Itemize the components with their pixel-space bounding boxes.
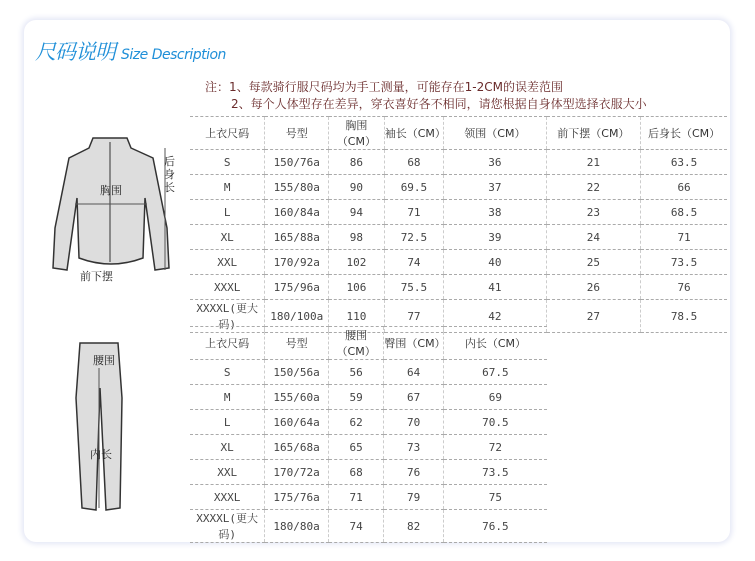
table-row (190, 460, 547, 485)
table-cell: XXXXL(更大码) (190, 510, 265, 543)
table-cell: XXL (190, 250, 265, 275)
table-row (190, 175, 727, 200)
table-cell: 72.5 (384, 225, 443, 250)
chest-label: 胸围 (100, 184, 122, 197)
pants-size-table (190, 326, 547, 543)
table-cell: S (190, 360, 265, 385)
table-cell: 39 (444, 225, 546, 250)
table-cell: 前下摆（CM） (546, 117, 641, 150)
table-header (190, 327, 547, 360)
note-1: 注：1、每款骑行服尺码均为手工测量，可能存在1-2CM的误差范围 (205, 80, 563, 94)
table-row (190, 410, 547, 435)
table-cell: 71 (641, 225, 727, 250)
table-cell: 56 (328, 360, 384, 385)
table-cell: 71 (384, 200, 443, 225)
table-cell: 袖长（CM） (384, 117, 443, 150)
table-cell: XXL (190, 460, 265, 485)
table-cell: 41 (444, 275, 546, 300)
note-2: 2、每个人体型存在差异，穿衣喜好各不相同，请您根据自身体型选择衣服大小 (231, 97, 647, 111)
jersey-size-table (190, 116, 727, 333)
table-cell: 70 (384, 410, 443, 435)
table-cell: L (190, 200, 265, 225)
table-cell: 67 (384, 385, 443, 410)
table-row (190, 485, 547, 510)
table-cell: 上衣尺码 (190, 117, 265, 150)
page-title (35, 36, 226, 66)
table-cell: 68.5 (641, 200, 727, 225)
table-cell: 领围（CM） (444, 117, 546, 150)
table-cell: 27 (546, 300, 641, 333)
table-cell: 160/64a (265, 410, 329, 435)
table-cell: S (190, 150, 265, 175)
table-cell: 42 (444, 300, 546, 333)
table-cell: 68 (328, 460, 384, 485)
table-cell: 腰围（CM） (328, 327, 384, 360)
inseam-label: 内长 (90, 448, 112, 461)
table-cell: 69.5 (384, 175, 443, 200)
table-cell: L (190, 410, 265, 435)
table-cell: 21 (546, 150, 641, 175)
table-cell: 71 (328, 485, 384, 510)
table-row (190, 435, 547, 460)
table-cell: 180/80a (265, 510, 329, 543)
table-cell: XL (190, 225, 265, 250)
table-cell: 36 (444, 150, 546, 175)
table-cell: 内长（CM） (443, 327, 547, 360)
table-cell: 76 (641, 275, 727, 300)
table-cell: 165/88a (265, 225, 329, 250)
table-cell: 69 (443, 385, 547, 410)
waist-label: 腰围 (93, 354, 115, 367)
table-cell: 23 (546, 200, 641, 225)
title-cn: 尺码说明 (35, 40, 115, 64)
table-cell: 26 (546, 275, 641, 300)
table-cell: 175/76a (265, 485, 329, 510)
table-cell: 72 (443, 435, 547, 460)
table-cell: 155/60a (265, 385, 329, 410)
table-cell: 76.5 (443, 510, 547, 543)
table-cell: XXXXL(更大码) (190, 300, 265, 333)
table-cell: 74 (328, 510, 384, 543)
table-cell: 106 (329, 275, 385, 300)
table-cell: 175/96a (265, 275, 329, 300)
table-row (190, 200, 727, 225)
table-cell: 94 (329, 200, 385, 225)
table-cell: 65 (328, 435, 384, 460)
title-en: Size Description (121, 47, 226, 63)
table-cell: 170/92a (265, 250, 329, 275)
table-cell: 上衣尺码 (190, 327, 265, 360)
table-cell: 160/84a (265, 200, 329, 225)
table-cell: XXXL (190, 485, 265, 510)
table-cell: 25 (546, 250, 641, 275)
table-cell: 号型 (265, 327, 329, 360)
table-cell: XL (190, 435, 265, 460)
back-length-label: 后身长 (164, 155, 175, 194)
table-cell: 75.5 (384, 275, 443, 300)
table-cell: 102 (329, 250, 385, 275)
table-header (190, 117, 727, 150)
table-cell: 165/68a (265, 435, 329, 460)
table-cell: M (190, 175, 265, 200)
table-cell: 73.5 (641, 250, 727, 275)
table-cell: 63.5 (641, 150, 727, 175)
table-cell: 155/80a (265, 175, 329, 200)
table-cell: M (190, 385, 265, 410)
table-cell: 臀围（CM） (384, 327, 443, 360)
table-cell: 40 (444, 250, 546, 275)
jersey-illustration (45, 128, 185, 278)
table-row (190, 510, 547, 543)
size-notes (205, 79, 647, 113)
table-cell: 73.5 (443, 460, 547, 485)
table-row (190, 360, 547, 385)
table-cell: 37 (444, 175, 546, 200)
table-cell: 67.5 (443, 360, 547, 385)
table-row (190, 275, 727, 300)
table-row (190, 385, 547, 410)
table-cell: 98 (329, 225, 385, 250)
table-cell: 64 (384, 360, 443, 385)
table-row (190, 225, 727, 250)
table-cell: 82 (384, 510, 443, 543)
table-cell: 170/72a (265, 460, 329, 485)
table-cell: 79 (384, 485, 443, 510)
table-cell: 110 (329, 300, 385, 333)
table-cell: 59 (328, 385, 384, 410)
table-cell: 22 (546, 175, 641, 200)
table-cell: 70.5 (443, 410, 547, 435)
hem-label: 前下摆 (80, 270, 113, 283)
table-cell: 150/56a (265, 360, 329, 385)
table-cell: 77 (384, 300, 443, 333)
table-cell: 76 (384, 460, 443, 485)
table-cell: 86 (329, 150, 385, 175)
table-cell: 68 (384, 150, 443, 175)
table-cell: 74 (384, 250, 443, 275)
table-cell: 胸围（CM） (329, 117, 385, 150)
table-cell: XXXL (190, 275, 265, 300)
table-cell: 180/100a (265, 300, 329, 333)
table-cell: 90 (329, 175, 385, 200)
table-row (190, 150, 727, 175)
table-cell: 78.5 (641, 300, 727, 333)
table-cell: 号型 (265, 117, 329, 150)
table-cell: 75 (443, 485, 547, 510)
table-cell: 62 (328, 410, 384, 435)
table-cell: 73 (384, 435, 443, 460)
table-row (190, 250, 727, 275)
table-cell: 38 (444, 200, 546, 225)
table-cell: 24 (546, 225, 641, 250)
table-cell: 150/76a (265, 150, 329, 175)
table-cell: 66 (641, 175, 727, 200)
table-cell: 后身长（CM） (641, 117, 727, 150)
